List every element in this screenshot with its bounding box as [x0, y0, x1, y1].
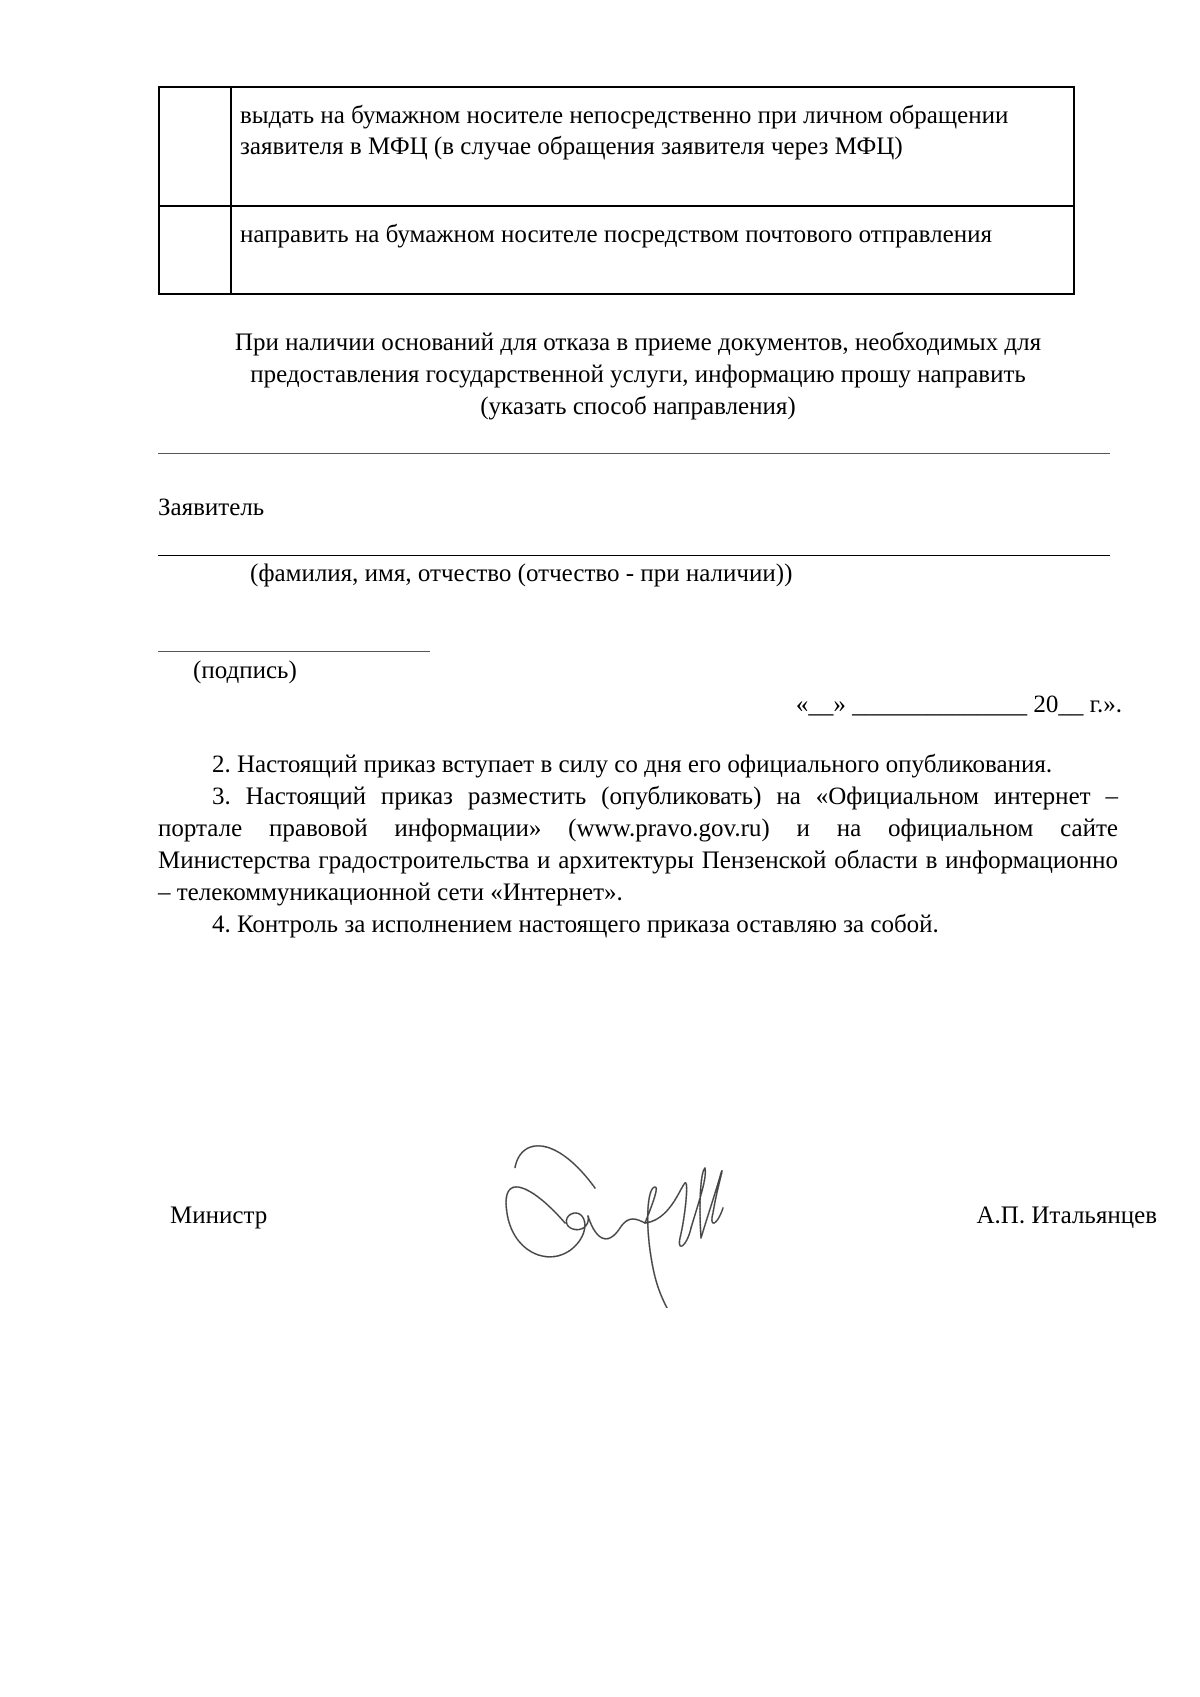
date-line: «__» ______________ 20__ г.».: [795, 691, 1122, 718]
order-points: [158, 749, 1118, 941]
refusal-note-line: При наличии оснований для отказа в приеме документов, необходимых для: [234, 329, 1042, 356]
delivery-method-underline: [158, 453, 1110, 454]
refusal-note-line: (указать способ направления): [480, 393, 796, 420]
option-text: выдать на бумажном носителе непосредственно при личном обращении заявителя в МФЦ (в случае обращения заявителя через МФЦ): [231, 87, 1074, 206]
table-row: [159, 87, 1074, 206]
refusal-note-line: предоставления государственной услуги, информацию прошу направить: [250, 361, 1026, 388]
applicant-name-caption: (фамилия, имя, отчество (отчество - при наличии)): [250, 560, 793, 587]
option-checkbox-cell: [159, 206, 231, 294]
signatory-title: Министр: [170, 1202, 268, 1229]
table-row: [159, 206, 1074, 294]
order-point: 3. Настоящий приказ разместить (опубликовать) на «Официальном интернет – портале правовой информации» (www.pravo.gov.ru) и на официальном сайте Министерства градостроительства и архитектуры Пензенской области в информационно – телекоммуникационной сети «Интернет».: [158, 783, 1118, 906]
signature-caption: (подпись): [193, 657, 297, 684]
option-checkbox-cell: [159, 87, 231, 206]
applicant-label: Заявитель: [158, 494, 265, 521]
refusal-note: [158, 327, 1118, 423]
delivery-options-table: [158, 86, 1075, 295]
order-point: 2. Настоящий приказ вступает в силу со дня его официального опубликования.: [212, 751, 1053, 778]
signatory-name: А.П. Итальянцев: [976, 1202, 1157, 1229]
signature-underline: [158, 651, 430, 652]
order-point: 4. Контроль за исполнением настоящего приказа оставляю за собой.: [212, 911, 939, 938]
option-text: направить на бумажном носителе посредством почтового отправления: [231, 206, 1074, 294]
handwritten-signature-icon: [495, 1128, 765, 1308]
applicant-name-underline: [158, 555, 1110, 556]
